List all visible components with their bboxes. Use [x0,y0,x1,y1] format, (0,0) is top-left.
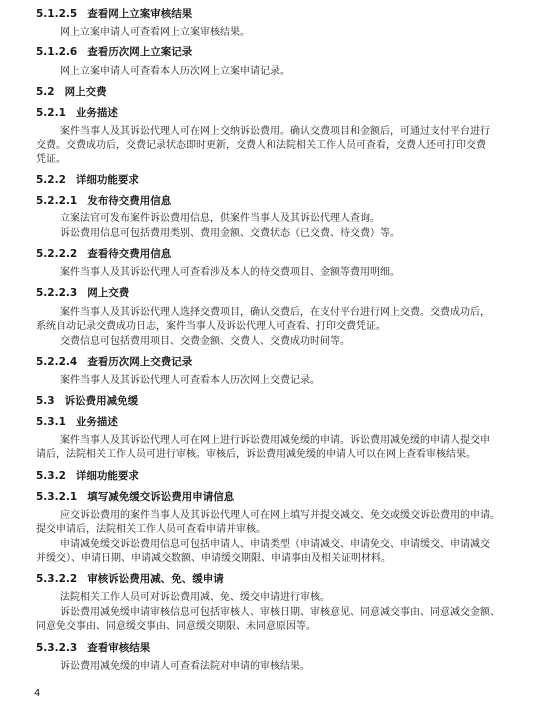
heading-5-3-2: 5.3.2 详细功能要求 [36,470,139,482]
paragraph-line: 交费信息可包括费用项目、交费金额、交费人、交费成功时间等。 [60,336,350,347]
paragraph-line: 诉讼费用减免缓的申请人可查看法院对申请的审核结果。 [60,661,310,672]
paragraph-line: 网上立案申请人可查看本人历次网上立案申请记录。 [60,66,290,77]
paragraph-line: 系统自动记录交费成功日志，案件当事人及诉讼代理人可查看、打印交费凭证。 [36,321,386,332]
paragraph-line: 案件当事人及其诉讼代理人可查看涉及本人的待交费项目、金额等费用明细。 [60,267,400,278]
heading-5-3-2-2: 5.3.2.2 审核诉讼费用减、免、缓申请 [36,573,224,585]
heading-5-3-1: 5.3.1 业务描述 [36,416,118,428]
heading-5-1-2-5: 5.1.2.5 查看网上立案审核结果 [36,8,193,20]
paragraph-line: 法院相关工作人员可对诉讼费用减、免、缓交申请进行审核。 [60,592,330,603]
paragraph-line: 案件当事人及其诉讼代理人可在网上交纳诉讼费用。确认交费项目和金额后，可通过支付平台进行 [60,126,490,137]
paragraph-line: 案件当事人及其诉讼代理人可查看本人历次网上交费记录。 [60,375,320,386]
page-number: 4 [34,688,41,699]
heading-5-2: 5.2 网上交费 [36,86,107,98]
paragraph-line: 凭证。 [36,154,66,165]
paragraph-line: 案件当事人及其诉讼代理人可在网上进行诉讼费用减免缓的申请。诉讼费用减免缓的申请人提交申 [60,435,490,446]
paragraph-line: 案件当事人及其诉讼代理人选择交费项目，确认交费后，在支付平台进行网上交费。交费成功后， [60,307,490,318]
heading-5-2-2-2: 5.2.2.2 查看待交费用信息 [36,248,172,260]
paragraph-line: 交费。交费成功后，交费记录状态即时更新，交费人和法院相关工作人员可查看，交费人还可打印交费 [36,140,486,151]
heading-5-1-2-6: 5.1.2.6 查看历次网上立案记录 [36,46,193,58]
heading-5-2-2-3: 5.2.2.3 网上交费 [36,287,130,299]
paragraph-line: 诉讼费用减免缓申请审核信息可包括审核人、审核日期、审核意见、同意减交事由、同意减交金额、 [60,607,500,618]
paragraph-line: 应交诉讼费用的案件当事人及其诉讼代理人可在网上填写并提交减交、免交或缓交诉讼费用的申请。 [60,510,500,521]
heading-5-2-2-4: 5.2.2.4 查看历次网上交费记录 [36,356,193,368]
heading-5-2-2-1: 5.2.2.1 发布待交费用信息 [36,195,172,207]
paragraph-line: 请后，法院相关工作人员可进行审核。审核后，诉讼费用减免缓的申请人可以在网上查看审核结果。 [36,449,476,460]
paragraph-line: 申请减免缓交诉讼费用信息可包括申请人、申请类型（申请减交、申请免交、申请缓交、申请减交 [60,539,490,550]
heading-5-2-1: 5.2.1 业务描述 [36,107,118,119]
paragraph-line: 同意免交事由、同意缓交事由、同意缓交期限、未同意原因等。 [36,621,316,632]
paragraph-line: 提交申请后，法院相关工作人员可查看申请并审核。 [36,524,266,535]
heading-5-2-2: 5.2.2 详细功能要求 [36,174,139,186]
paragraph-line: 诉讼费用信息可包括费用类别、费用金额、交费状态（已交费、待交费）等。 [60,228,400,239]
heading-5-3-2-1: 5.3.2.1 填写减免缓交诉讼费用申请信息 [36,491,235,503]
paragraph-line: 并缓交）、申请日期、申请减交数额、申请缓交期限、申请事由及相关证明材料。 [36,553,391,564]
paragraph-line: 网上立案申请人可查看网上立案审核结果。 [60,27,250,38]
heading-5-3-2-3: 5.3.2.3 查看审核结果 [36,642,151,654]
heading-5-3: 5.3 诉讼费用减免缓 [36,395,139,407]
paragraph-line: 立案法官可发布案件诉讼费用信息，供案件当事人及其诉讼代理人查询。 [60,213,380,224]
